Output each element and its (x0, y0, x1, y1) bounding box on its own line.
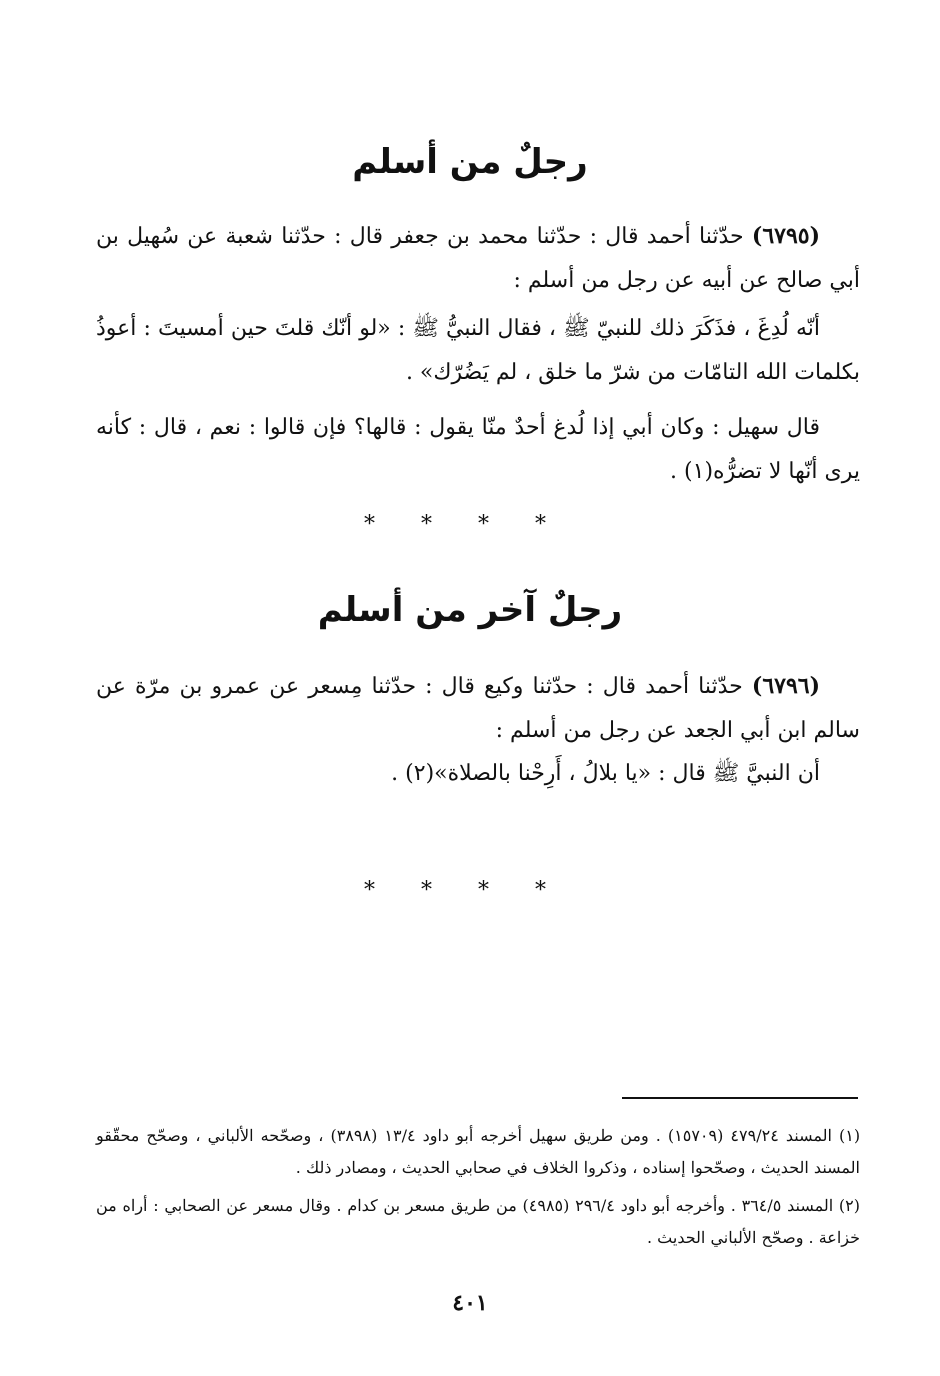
separator-star: * (478, 878, 519, 903)
separator-star: * (535, 878, 576, 903)
section-separator-2 (0, 878, 940, 903)
footnote-divider (622, 1097, 858, 1099)
separator-star: * (421, 512, 462, 537)
hadith-6795-text: أنّه لُدِغَ ، فذَكَرَ ذلك للنبيّ ﷺ ، فقال النبيُّ ﷺ : «لو أنّك قلتَ حين أمسيتَ : أعوذُ بكلمات الله التامّات من شرّ ما خلق ، لم يَضُرّك» . (96, 316, 860, 385)
hadith-number: (٦٧٩٥) (751, 223, 820, 249)
hadith-text: حدّثنا أحمد قال : حدّثنا وكيع قال : حدّثنا مِسعر عن عمرو بن مرّة عن سالم ابن أبي الجعد عن رجل من أسلم : (96, 674, 860, 743)
separator-star: * (535, 512, 576, 537)
page-number: ٤٠١ (452, 1290, 488, 1316)
hadith-6795-chain (96, 214, 860, 303)
hadith-6795-comment: قال سهيل : وكان أبي إذا لُدغ أحدٌ منّا يقول : قالها؟ فإن قالوا : نعم ، قال : كأنه يرى أنّها لا تضرُّه(١) . (96, 415, 860, 484)
hadith-number: (٦٧٩٦) (751, 673, 820, 699)
separator-star: * (364, 512, 405, 537)
separator-star: * (421, 878, 462, 903)
section-separator-1 (0, 512, 940, 537)
hadith-text: حدّثنا أحمد قال : حدّثنا محمد بن جعفر قال : حدّثنا شعبة عن سُهيل بن أبي صالح عن أبيه عن رجل من أسلم : (96, 224, 860, 293)
hadith-6796-chain (96, 664, 860, 753)
hadith-6796-text: أن النبيَّ ﷺ قال : «يا بلالُ ، أَرِحْنا بالصلاة»(٢) . (391, 761, 820, 786)
separator-star: * (364, 878, 405, 903)
section-title-2: رجلٌ آخر من أسلم (317, 590, 623, 630)
separator-star: * (478, 512, 519, 537)
footnote-2: (٢) المسند ٣٦٤/٥ . وأخرجه أبو داود ٢٩٦/٤ (٤٩٨٥) من طريق مسعر بن كدام . وقال مسعر عن الصحابي : أراه من خزاعة . وصحّح الألباني الحديث . (96, 1196, 861, 1247)
section-title-1: رجلٌ من أسلم (352, 142, 588, 182)
footnote-1: (١) المسند ٤٧٩/٢٤ (١٥٧٠٩) . ومن طريق سهيل أخرجه أبو داود ١٣/٤ (٣٨٩٨) ، وصحّحه الألباني ، وصحّح محقّقو المسند الحديث ، وصحّحوا إسناده ، وذكروا الخلاف في صحابي الحديث ، ومصادر ذلك . (96, 1126, 861, 1177)
